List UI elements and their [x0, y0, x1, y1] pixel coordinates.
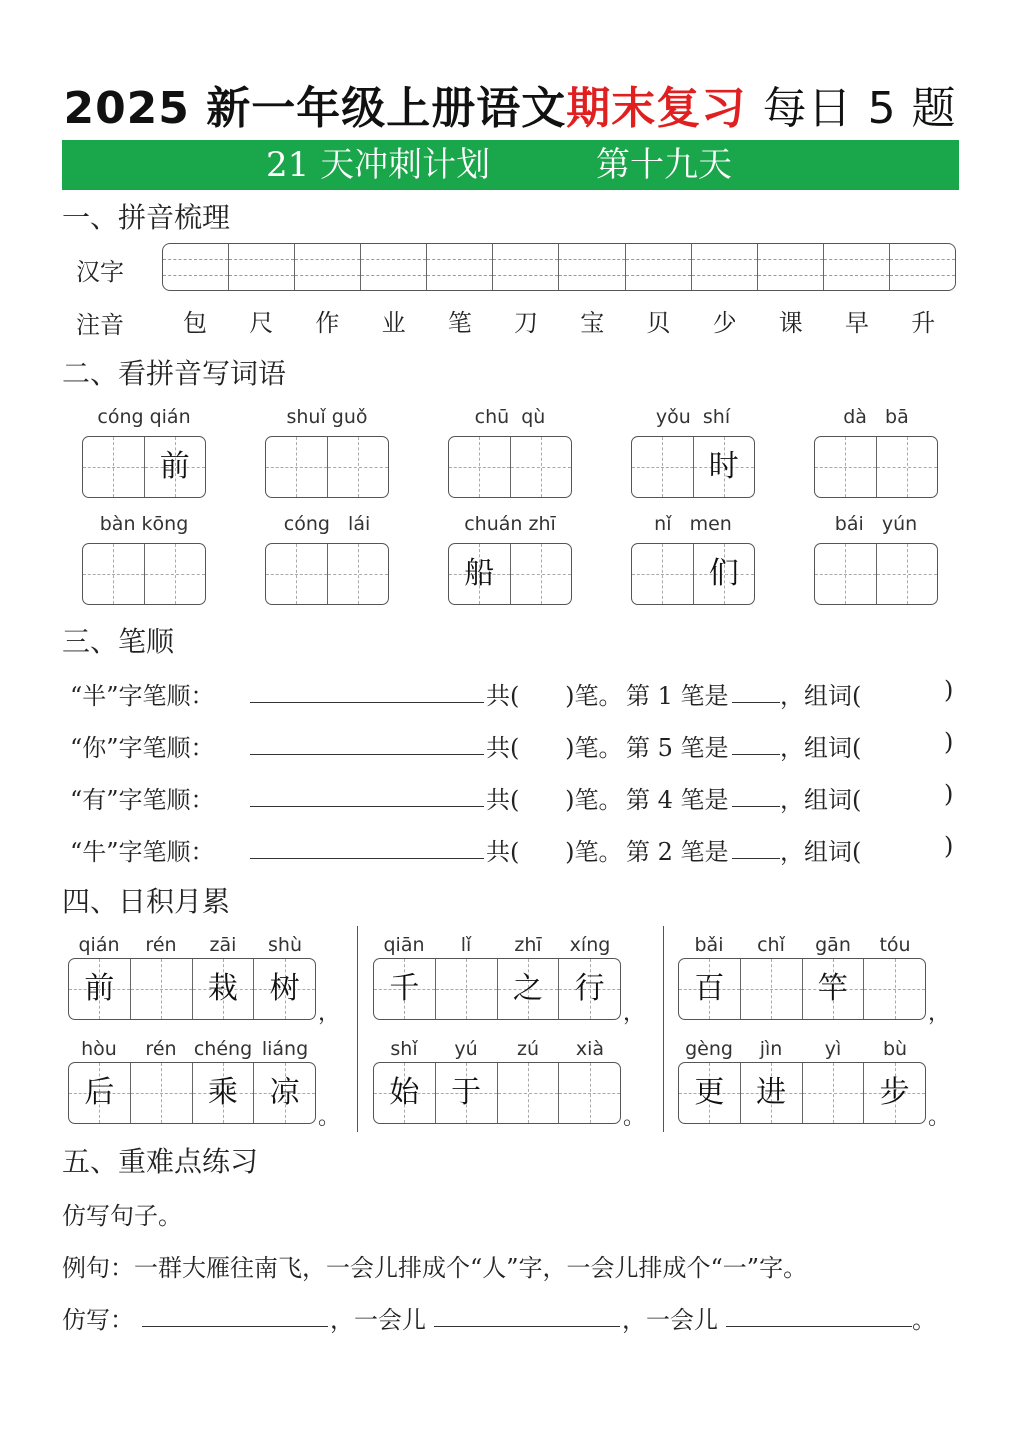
char-text: 凉	[269, 1075, 300, 1110]
stroke-blank[interactable]	[250, 858, 484, 859]
char-text: 行	[574, 971, 605, 1006]
stroke-count: 共( )笔。	[486, 734, 623, 762]
idiom-pinyin: liáng	[261, 1038, 309, 1060]
idiom-pinyin: jìn	[759, 1038, 783, 1060]
char-cell[interactable]	[632, 437, 694, 497]
word-pinyin: shuǐ guǒ	[286, 406, 368, 428]
char-text: 百	[694, 971, 725, 1006]
idiom-box[interactable]	[68, 958, 316, 1020]
char-cell[interactable]	[803, 1063, 865, 1123]
zhuyin-char: 业	[381, 309, 406, 337]
idiom-pinyin: bǎi	[694, 934, 724, 956]
idiom-pinyin: zú	[516, 1038, 539, 1060]
guide-line	[632, 574, 693, 575]
write-label: 仿写：	[62, 1306, 134, 1334]
column-divider	[357, 926, 358, 1132]
char-cell[interactable]	[374, 1063, 436, 1123]
page-title	[0, 72, 1020, 136]
char-cell[interactable]	[145, 544, 206, 604]
char-cell[interactable]	[254, 959, 315, 1019]
char-cell[interactable]	[559, 1063, 620, 1123]
char-cell[interactable]	[145, 437, 206, 497]
char-cell[interactable]	[741, 1063, 803, 1123]
zhuyin-char: 早	[845, 309, 869, 337]
idiom-punct: ，	[928, 1001, 951, 1026]
char-cell[interactable]	[328, 437, 389, 497]
section5-heading: 五、重难点练习	[62, 1145, 259, 1178]
word-close: )	[944, 676, 954, 704]
nth-blank[interactable]	[732, 754, 780, 755]
char-text: 进	[756, 1075, 787, 1110]
guide-line	[266, 574, 327, 575]
word-box[interactable]	[631, 436, 755, 498]
word-box[interactable]	[631, 543, 755, 605]
section1-heading: 一、拼音梳理	[62, 201, 231, 234]
idiom-pinyin: gān	[815, 934, 851, 956]
idiom-pinyin: xíng	[569, 934, 611, 956]
char-cell[interactable]	[83, 437, 145, 497]
guide-line	[328, 467, 389, 468]
char-text: 后	[84, 1075, 115, 1110]
guide-line	[803, 1093, 864, 1094]
idiom-box[interactable]	[678, 1062, 926, 1124]
idiom-punct: ，	[318, 1001, 341, 1026]
zhuyin-char: 笔	[447, 309, 472, 337]
guide-line	[83, 574, 144, 575]
word-box[interactable]	[448, 436, 572, 498]
idiom-pinyin: zāi	[209, 934, 237, 956]
word-box[interactable]	[82, 543, 206, 605]
char-cell[interactable]	[436, 1063, 498, 1123]
zhuyin-char: 包	[183, 309, 207, 337]
word-pinyin: cóng qián	[97, 406, 191, 428]
char-text: 于	[451, 1075, 482, 1110]
word-box[interactable]	[814, 543, 938, 605]
char-text: 船	[464, 556, 495, 591]
word-pinyin: bái yún	[834, 513, 918, 535]
char-cell[interactable]	[679, 959, 741, 1019]
word-pinyin: chuán zhī	[464, 513, 556, 535]
char-text: 竿	[817, 971, 848, 1006]
section2-heading: 二、看拼音写词语	[62, 357, 287, 390]
guide-line	[328, 574, 389, 575]
section3-heading: 三、笔顺	[62, 625, 175, 658]
zhuyin-char: 少	[712, 309, 737, 337]
day-label: 第十九天	[596, 145, 732, 185]
word-box[interactable]	[82, 436, 206, 498]
title-main: 新一年级上册语文	[206, 83, 567, 134]
word-pinyin: nǐ men	[654, 513, 732, 535]
idiom-punct: ，	[623, 1001, 646, 1026]
word-close: )	[944, 832, 954, 860]
yihuier-1: 一会儿	[354, 1306, 426, 1334]
char-cell[interactable]	[193, 959, 255, 1019]
zhuyin-char: 贝	[646, 309, 671, 337]
char-text: 时	[708, 449, 739, 484]
char-cell[interactable]	[864, 1063, 925, 1123]
guide-line	[741, 989, 802, 990]
char-text: 步	[879, 1075, 910, 1110]
idiom-pinyin: shǐ	[390, 1038, 418, 1060]
char-cell[interactable]	[266, 544, 328, 604]
char-cell[interactable]	[877, 437, 938, 497]
yihuier-2: 一会儿	[646, 1306, 718, 1334]
idiom-pinyin: rén	[145, 934, 177, 956]
zhuyin-char: 刀	[514, 309, 538, 337]
example-sentence: 例句：一群大雁往南飞，一会儿排成个“人”字，一会儿排成个“一”字。	[62, 1254, 808, 1282]
zhuyin-char: 作	[315, 309, 340, 337]
char-cell[interactable]	[511, 437, 572, 497]
idiom-pinyin: chǐ	[757, 934, 785, 956]
idiom-pinyin: tóu	[879, 934, 911, 956]
stroke-count: 共( )笔。	[486, 786, 623, 814]
char-text: 前	[159, 449, 190, 484]
zhuyin-char: 尺	[249, 309, 274, 337]
char-cell[interactable]	[69, 1063, 131, 1123]
idiom-box[interactable]	[373, 1062, 621, 1124]
word-close: )	[944, 728, 954, 756]
char-cell[interactable]	[511, 544, 572, 604]
guide-line	[449, 467, 510, 468]
char-cell[interactable]	[815, 544, 877, 604]
word-pinyin: cóng lái	[283, 513, 371, 535]
char-cell[interactable]	[131, 959, 193, 1019]
char-cell[interactable]	[193, 1063, 255, 1123]
char-text: 更	[694, 1075, 725, 1110]
idiom-pinyin: hòu	[81, 1038, 117, 1060]
word-prompt: ，组词(	[780, 786, 862, 814]
title-highlight: 期末复习	[566, 83, 747, 134]
char-cell[interactable]	[69, 959, 131, 1019]
char-cell[interactable]	[498, 959, 560, 1019]
stroke-blank[interactable]	[250, 754, 484, 755]
word-prompt: ，组词(	[780, 734, 862, 762]
guide-line	[877, 467, 938, 468]
stroke-blank[interactable]	[250, 702, 484, 703]
char-cell[interactable]	[694, 437, 755, 497]
word-pinyin: bàn kōng	[99, 513, 189, 535]
end-period: 。	[912, 1306, 936, 1334]
char-cell[interactable]	[436, 959, 498, 1019]
idiom-pinyin: qián	[78, 934, 120, 956]
word-box[interactable]	[814, 436, 938, 498]
idiom-punct: 。	[318, 1105, 341, 1130]
char-cell[interactable]	[815, 437, 877, 497]
plan-label: 21 天冲刺计划	[266, 145, 491, 185]
word-prompt: ，组词(	[780, 682, 862, 710]
char-text: 们	[708, 556, 739, 591]
word-close: )	[944, 780, 954, 808]
guide-line	[436, 989, 497, 990]
idiom-pinyin: yú	[454, 1038, 478, 1060]
nth-blank[interactable]	[732, 806, 780, 807]
char-cell[interactable]	[559, 959, 620, 1019]
char-cell[interactable]	[679, 1063, 741, 1123]
guide-line	[815, 574, 876, 575]
idiom-pinyin: yì	[824, 1038, 842, 1060]
char-text: 树	[269, 971, 300, 1006]
stroke-nth: 第 1 笔是	[626, 682, 729, 710]
guide-line	[632, 467, 693, 468]
char-cell[interactable]	[864, 959, 925, 1019]
blank-1[interactable]	[142, 1326, 328, 1327]
hanzi-writing-row[interactable]	[162, 243, 956, 291]
char-text: 前	[84, 971, 115, 1006]
zhuyin-char: 课	[778, 309, 803, 337]
idiom-pinyin: lǐ	[460, 934, 472, 956]
guide-line	[131, 989, 192, 990]
zhuyin-char: 升	[911, 309, 936, 337]
idiom-pinyin: gèng	[685, 1038, 733, 1060]
guide-line	[559, 1093, 620, 1094]
stroke-nth: 第 4 笔是	[626, 786, 729, 814]
char-cell[interactable]	[694, 544, 755, 604]
guide-line	[145, 574, 206, 575]
word-box[interactable]	[265, 436, 389, 498]
char-cell[interactable]	[449, 437, 511, 497]
char-cell[interactable]	[266, 437, 328, 497]
word-prompt: ，组词(	[780, 838, 862, 866]
char-cell[interactable]	[83, 544, 145, 604]
char-cell[interactable]	[131, 1063, 193, 1123]
column-divider	[663, 926, 664, 1132]
idiom-punct: 。	[928, 1105, 951, 1130]
guide-line	[498, 1093, 559, 1094]
task-text: 仿写句子。	[62, 1202, 182, 1230]
guide-line	[266, 467, 327, 468]
blank-3[interactable]	[726, 1326, 912, 1327]
idiom-box[interactable]	[68, 1062, 316, 1124]
idiom-box[interactable]	[678, 958, 926, 1020]
char-cell[interactable]	[877, 544, 938, 604]
guide-line	[131, 1093, 192, 1094]
guide-line	[511, 467, 572, 468]
comma-2: ，	[622, 1306, 646, 1334]
stroke-label: “牛”字笔顺：	[70, 838, 215, 866]
guide-line	[83, 467, 144, 468]
stroke-label: “有”字笔顺：	[70, 786, 215, 814]
word-box[interactable]	[265, 543, 389, 605]
title-year: 2025	[63, 83, 190, 134]
char-cell[interactable]	[449, 544, 511, 604]
guide-line	[511, 574, 572, 575]
char-cell[interactable]	[632, 544, 694, 604]
char-cell[interactable]	[328, 544, 389, 604]
word-box[interactable]	[448, 543, 572, 605]
stroke-nth: 第 2 笔是	[626, 838, 729, 866]
char-cell[interactable]	[254, 1063, 315, 1123]
char-cell[interactable]	[741, 959, 803, 1019]
word-pinyin: dà bā	[843, 406, 909, 428]
char-text: 乘	[207, 1075, 238, 1110]
stroke-label: “半”字笔顺：	[70, 682, 215, 710]
stroke-nth: 第 5 笔是	[626, 734, 729, 762]
title-tail: 每日 5 题	[762, 83, 957, 134]
guide-line	[864, 989, 925, 990]
word-pinyin: yǒu shí	[655, 406, 731, 428]
char-text: 千	[389, 971, 420, 1006]
blank-2[interactable]	[434, 1326, 620, 1327]
idiom-pinyin: zhī	[514, 934, 542, 956]
char-cell[interactable]	[498, 1063, 560, 1123]
idiom-pinyin: rén	[145, 1038, 177, 1060]
section4-heading: 四、日积月累	[62, 885, 231, 918]
char-text: 始	[389, 1075, 420, 1110]
idiom-pinyin: shù	[268, 934, 302, 956]
guide-line	[877, 574, 938, 575]
char-text: 之	[512, 971, 543, 1006]
comma-1: ，	[330, 1306, 354, 1334]
plan-banner	[62, 140, 959, 190]
char-cell[interactable]	[374, 959, 436, 1019]
stroke-blank[interactable]	[250, 806, 484, 807]
zhuyin-label: 注音	[76, 311, 124, 339]
stroke-label: “你”字笔顺：	[70, 734, 215, 762]
char-cell[interactable]	[803, 959, 865, 1019]
nth-blank[interactable]	[732, 858, 780, 859]
char-text: 栽	[207, 971, 238, 1006]
idiom-punct: 。	[623, 1105, 646, 1130]
idiom-pinyin: chéng	[193, 1038, 253, 1060]
word-pinyin: chū qù	[474, 406, 546, 428]
guide-line	[815, 467, 876, 468]
idiom-pinyin: bù	[882, 1038, 908, 1060]
nth-blank[interactable]	[732, 702, 780, 703]
hanzi-label: 汉字	[76, 258, 124, 286]
zhuyin-char: 宝	[580, 309, 605, 337]
stroke-count: 共( )笔。	[486, 838, 623, 866]
idiom-box[interactable]	[373, 958, 621, 1020]
idiom-pinyin: qiān	[383, 934, 425, 956]
stroke-count: 共( )笔。	[486, 682, 623, 710]
idiom-pinyin: xià	[575, 1038, 605, 1060]
